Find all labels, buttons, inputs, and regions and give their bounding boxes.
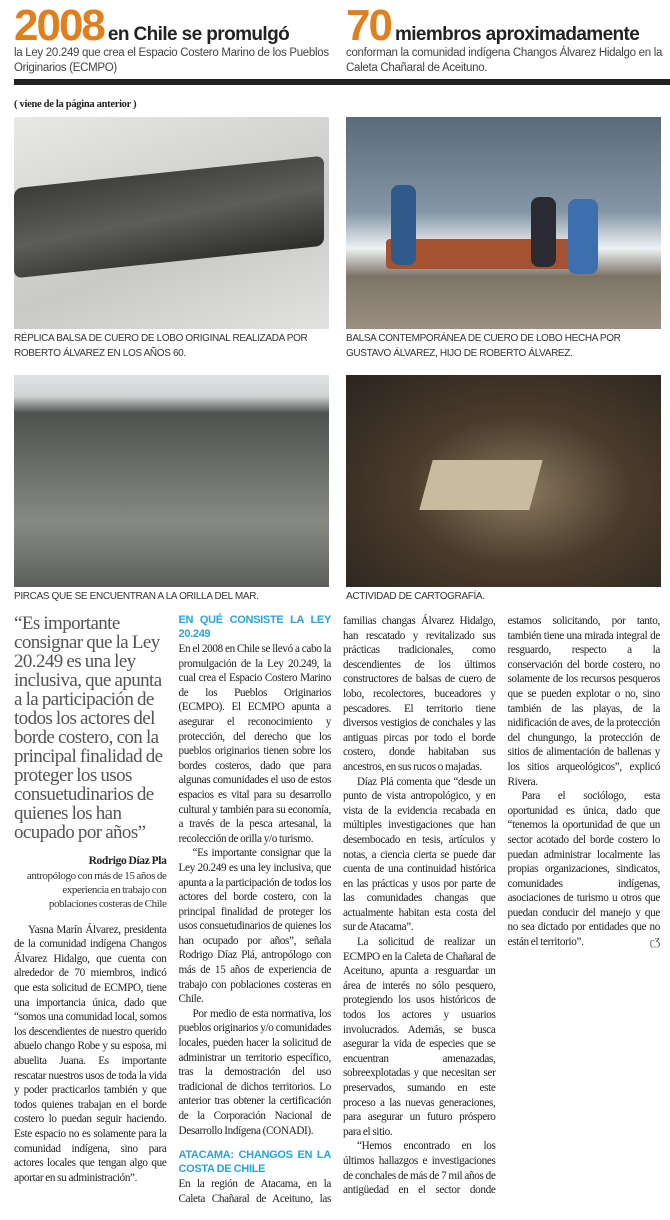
photo-raft-contemporary: [346, 117, 661, 329]
article-paragraph: “Hemos encontrado en los últimos hallazgos e investigaciones de conchales de más de 7 mil años de antigüedad en el sector donde estamos solicitando, por tanto, también tiene una mirada integral de resguardo, respecto a la conservación del borde costero, no solamente de los recursos pesqueros que se pueden explotar o no, sino también de las playas, de la nidificación de aves, de la protección del chungungo, la protección de sitios de alimentación de ballenas y los sitios arqueológicos”, explicó Rivera.: [343, 615, 660, 1197]
stat-headline: en Chile se promulgó: [107, 24, 290, 45]
photo-caption: BALSA CONTEMPORÁNEA DE CUERO DE LOBO HECHA POR GUSTAVO ÁLVAREZ, HIJO DE ROBERTO ÁLVAREZ.: [346, 333, 621, 359]
stat-left: [14, 1, 334, 76]
end-mark: ʗƷ: [649, 936, 660, 949]
photo-caption: RÉPLICA BALSA DE CUERO DE LOBO ORIGINAL REALIZADA POR ROBERTO ÁLVAREZ EN LOS AÑOS 60.: [14, 333, 308, 359]
stat-number: 2008: [14, 1, 104, 50]
photo-cartography: [346, 375, 661, 587]
stat-number: 70: [346, 1, 391, 50]
article-body: [14, 614, 660, 1210]
article-paragraph: Díaz Plá comenta que “desde un punto de vista antropológico, y en vista de la evidencia recabada en múltiples investigaciones que han desembocado en tesis, artículos y notas, a ciencia cierta se puede dar cuenta de una continuidad histórica en las prácticas y usos por parte de las comunidades changas que actualmente habitan esta costa del sur de Atacama”.: [343, 775, 496, 934]
pull-quote: “Es importante consignar que la Ley 20.249 es una ley inclusiva, que apunta a la participación de todos los actores del borde costero, con la principal finalidad de proteger los usos consuetudinarios de quienes los han ocupado por años”: [14, 613, 163, 843]
article-paragraph: Por medio de esta normativa, los pueblos originarios y/o comunidades locales, pueden hacer la solicitud de administrar un territorio específico, tras la demostración del uso tradicional de dichos territorios. Lo anterior tras obtener la certificación de la Corporación Nacional de Desarrollo Indígena (CONADI).: [178, 1007, 331, 1137]
section-heading: ATACAMA: CHANGOS EN LA COSTA DE CHILE: [178, 1149, 331, 1175]
photo-pircas: [14, 375, 329, 587]
quote-author-description: antropólogo con más de 15 años de experiencia en trabajo con poblaciones costeras de Chile: [26, 869, 167, 910]
article-paragraph: La solicitud de realizar un ECMPO en la Caleta de Chañaral de Aceituno, apunta a resguardar un área de interés no sólo pesquero, protegiendo los usos históricos de todos los actores y usuarios involucrados. Además, se busca asegurar la vida de especies que se encuentran amenazadas, sobreexplotadas y que necesitan ser preservados, sumando en este proceso a las nuevas generaciones, para asegurar un futuro próspero para el sitio.: [343, 936, 496, 1138]
stat-right: [346, 1, 666, 76]
article-paragraph-text: Para el sociólogo, esta oportunidad es única, dado que “tenemos la oportunidad de que un sector acotado del borde costero lo puedan administrar localmente las propias organizaciones, sindicatos, comunidades indígenas, asociaciones de turismo u otros que puedan conducir del manejo y que no sea dictado por entidades que no están el territorio”.: [507, 790, 660, 949]
continued-note: ( viene de la página anterior ): [14, 99, 137, 110]
article-paragraph: Yasna Marín Álvarez, presidenta de la comunidad indígena Changos Álvarez Hidalgo, que cuenta con alrededor de 70 miembros, indicó que esta solicitud de ECMPO, tiene una importancia única, dado que “somos una comunidad local, somos los descendientes de nuestro querido abuelo chango Robe y su esposa, mi abuelita Juana. Es importante rescatar nuestros usos de toda la vida y poder practicarlos también y que todos quienes trabajan en el borde costero lo puedan seguir haciendo. Este espacio no es solamente para la comunidad indígena, sino para actores locales que tengan algo que aportar en su administración”.: [14, 923, 167, 1184]
stat-headline: miembros aproximadamente: [394, 24, 640, 45]
photo-caption: PIRCAS QUE SE ENCUENTRAN A LA ORILLA DEL MAR.: [14, 591, 259, 602]
photo-raft-replica: [14, 117, 329, 329]
article-paragraph: En la región de Atacama, en la Caleta Chañaral de Aceituno, las familias changas Álvarez Hidalgo, han rescatado y revitalizado sus prácticas tradicionales, como descendientes de los últimos constructores de balsas de cuero de lobo, recolectores, buceadores y pescadores. El territorio tiene diversos vestigios de conchales y las antiguas pircas por todo el borde costero, donde habitaban sus ancestros, en sus rucos o majadas.: [178, 615, 496, 1205]
quote-author: Rodrigo Díaz Pla: [88, 855, 167, 867]
section-heading: EN QUÉ CONSISTE LA LEY 20.249: [178, 614, 331, 640]
header-divider: [14, 79, 670, 85]
article-paragraph: En el 2008 en Chile se llevó a cabo la promulgación de la Ley 20.249, la cual crea el Espacio Costero Marino de los Pueblos Originarios (ECMPO). El ECMPO apunta a asegurar el reconocimiento y protección, del derecho que los pueblos originarios tienen sobre los bordes costeros, dado que para algunas comunidades el uso de estos espacios es vital para su desarrollo cultural y también para su economía, a través de la pesca artesanal, la recolección de orilla y/o turismo.: [178, 643, 331, 845]
stat-text: conforman la comunidad indígena Changos Álvarez Hidalgo en la Caleta Chañaral de Aceituno.: [346, 47, 663, 74]
photo-caption: ACTIVIDAD DE CARTOGRAFÍA.: [346, 591, 485, 602]
article-paragraph: [508, 789, 661, 950]
stat-text: la Ley 20.249 que crea el Espacio Costero Marino de los Pueblos Originarios (ECMPO): [14, 47, 329, 74]
article-paragraph: “Es importante consignar que la Ley 20.249 es una ley inclusiva, que apunta a la participación de todos los actores del borde costero, con la principal finalidad de proteger los usos consuetudinarios de quienes los han ocupado por años”, señala Rodrigo Díaz Plá, antropólogo con más de 15 años de experiencia de trabajo con poblaciones costeras en Chile.: [178, 847, 331, 1006]
